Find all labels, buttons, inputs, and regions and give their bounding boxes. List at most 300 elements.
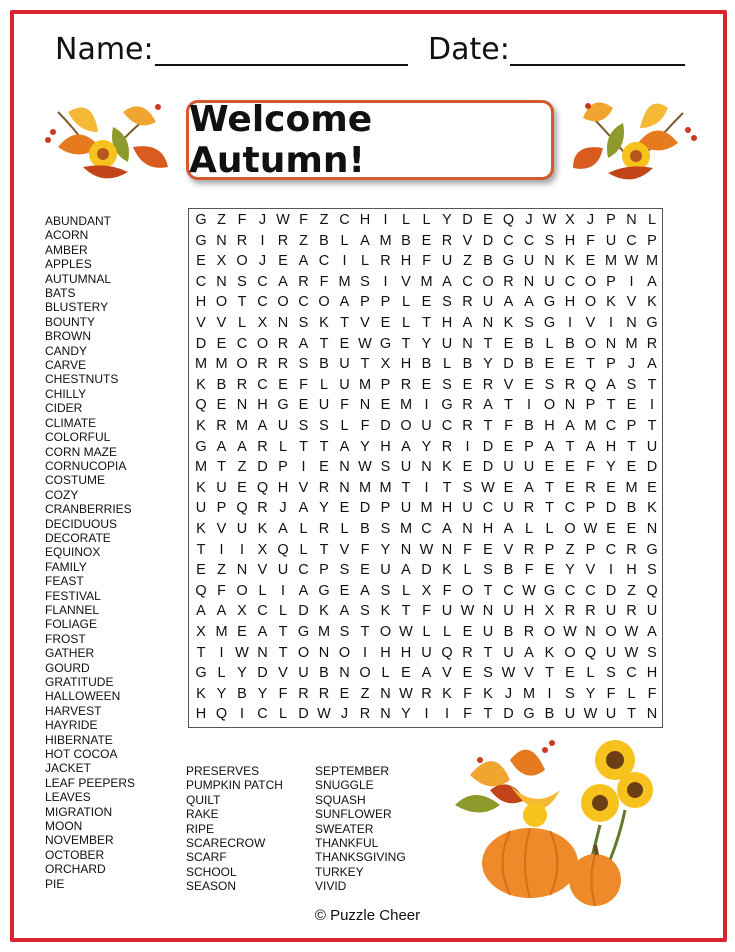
grid-letter[interactable]: R — [585, 479, 596, 496]
grid-letter[interactable]: I — [547, 685, 552, 702]
grid-letter[interactable]: K — [319, 315, 329, 331]
grid-letter[interactable]: T — [442, 479, 452, 496]
grid-letter[interactable]: L — [278, 603, 288, 620]
grid-letter[interactable]: H — [441, 315, 453, 331]
grid-letter[interactable]: Q — [502, 212, 515, 228]
grid-letter[interactable]: Y — [216, 685, 227, 702]
grid-letter[interactable]: E — [298, 397, 309, 414]
grid-letter[interactable]: P — [585, 500, 596, 517]
grid-letter[interactable]: P — [278, 459, 288, 476]
grid-letter[interactable]: T — [196, 541, 206, 558]
grid-letter[interactable]: G — [502, 253, 515, 270]
grid-letter[interactable]: T — [586, 356, 595, 373]
grid-letter[interactable]: T — [319, 541, 329, 558]
grid-letter[interactable]: W — [583, 521, 598, 537]
grid-letter[interactable]: Y — [606, 459, 616, 476]
grid-letter[interactable]: U — [298, 665, 309, 682]
grid-letter[interactable]: A — [298, 582, 309, 599]
grid-letter[interactable]: K — [442, 459, 452, 476]
grid-letter[interactable]: R — [236, 376, 248, 393]
grid-letter[interactable]: Z — [360, 685, 370, 702]
grid-letter[interactable]: M — [379, 479, 392, 496]
grid-letter[interactable]: L — [237, 315, 247, 331]
grid-letter[interactable]: T — [340, 315, 349, 331]
grid-letter[interactable]: U — [503, 644, 514, 661]
grid-letter[interactable]: N — [339, 479, 350, 496]
grid-letter[interactable]: I — [301, 459, 306, 476]
grid-letter[interactable]: R — [585, 603, 596, 620]
grid-letter[interactable]: G — [379, 335, 392, 352]
grid-letter[interactable]: A — [503, 294, 514, 311]
grid-letter[interactable]: D — [421, 562, 432, 579]
grid-letter[interactable]: A — [606, 376, 616, 393]
grid-letter[interactable]: L — [524, 521, 534, 537]
grid-letter[interactable]: Z — [299, 232, 308, 249]
grid-letter[interactable]: W — [419, 541, 434, 558]
grid-letter[interactable]: Q — [256, 479, 269, 496]
grid-letter[interactable]: A — [647, 624, 657, 640]
grid-letter[interactable]: I — [526, 397, 532, 414]
grid-letter[interactable]: U — [503, 603, 514, 620]
grid-letter[interactable]: T — [422, 315, 431, 331]
grid-letter[interactable]: E — [462, 376, 473, 393]
grid-letter[interactable]: F — [340, 397, 349, 414]
grid-letter[interactable]: U — [400, 459, 412, 476]
grid-letter[interactable]: D — [646, 459, 658, 476]
grid-letter[interactable]: R — [421, 685, 432, 702]
grid-letter[interactable]: O — [543, 397, 556, 414]
grid-letter[interactable]: G — [646, 315, 658, 331]
grid-letter[interactable]: K — [503, 315, 514, 331]
grid-letter[interactable]: N — [544, 253, 555, 270]
grid-letter[interactable]: N — [380, 706, 391, 723]
grid-letter[interactable]: R — [318, 521, 330, 537]
grid-letter[interactable]: B — [524, 335, 534, 352]
grid-letter[interactable]: E — [606, 521, 616, 537]
grid-letter[interactable]: E — [483, 212, 493, 228]
date-line[interactable] — [510, 64, 685, 66]
grid-letter[interactable]: W — [624, 253, 639, 270]
grid-letter[interactable]: H — [441, 500, 453, 517]
grid-letter[interactable]: H — [195, 706, 207, 723]
grid-letter[interactable]: P — [360, 294, 370, 311]
grid-letter[interactable]: K — [544, 644, 555, 661]
grid-letter[interactable]: T — [647, 418, 657, 434]
grid-letter[interactable]: V — [442, 665, 452, 682]
grid-letter[interactable]: T — [278, 644, 288, 661]
grid-letter[interactable]: O — [543, 624, 556, 640]
grid-letter[interactable]: E — [483, 541, 493, 558]
grid-letter[interactable]: L — [340, 232, 349, 249]
grid-letter[interactable]: U — [564, 706, 576, 723]
grid-letter[interactable]: A — [360, 582, 370, 599]
grid-letter[interactable]: H — [482, 521, 494, 537]
grid-letter[interactable]: R — [257, 356, 268, 373]
grid-letter[interactable]: H — [605, 438, 617, 455]
grid-letter[interactable]: B — [216, 376, 227, 393]
grid-letter[interactable]: E — [339, 500, 350, 517]
grid-letter[interactable]: M — [194, 459, 208, 476]
grid-letter[interactable]: V — [503, 376, 514, 393]
grid-letter[interactable]: W — [460, 603, 475, 620]
grid-letter[interactable]: A — [647, 356, 657, 373]
grid-letter[interactable]: H — [380, 438, 391, 455]
grid-letter[interactable]: T — [401, 603, 411, 620]
grid-letter[interactable]: M — [399, 397, 413, 414]
grid-letter[interactable]: D — [380, 418, 391, 434]
grid-letter[interactable]: V — [401, 273, 411, 290]
grid-letter[interactable]: T — [606, 397, 616, 414]
grid-letter[interactable]: Q — [646, 582, 658, 599]
grid-letter[interactable]: F — [237, 212, 247, 228]
grid-letter[interactable]: A — [339, 603, 350, 620]
grid-letter[interactable]: F — [299, 376, 308, 393]
grid-letter[interactable]: E — [421, 232, 432, 249]
grid-letter[interactable]: O — [379, 624, 392, 640]
grid-letter[interactable]: P — [585, 541, 596, 558]
grid-letter[interactable]: O — [318, 294, 330, 311]
grid-letter[interactable]: M — [317, 624, 331, 640]
grid-letter[interactable]: A — [237, 438, 247, 455]
grid-letter[interactable]: E — [339, 582, 350, 599]
grid-letter[interactable]: K — [647, 294, 657, 311]
grid-letter[interactable]: C — [605, 418, 617, 434]
grid-letter[interactable]: K — [380, 603, 391, 620]
grid-letter[interactable]: V — [585, 315, 596, 331]
grid-letter[interactable]: E — [196, 253, 206, 270]
grid-letter[interactable]: I — [239, 541, 245, 558]
grid-letter[interactable]: E — [503, 479, 514, 496]
grid-letter[interactable]: C — [564, 582, 576, 599]
grid-letter[interactable]: U — [195, 500, 207, 517]
grid-letter[interactable]: I — [383, 273, 388, 290]
grid-letter[interactable]: G — [318, 582, 330, 599]
grid-letter[interactable]: W — [624, 644, 639, 661]
grid-letter[interactable]: F — [319, 273, 329, 290]
grid-letter[interactable]: Y — [319, 500, 329, 517]
grid-letter[interactable]: H — [277, 479, 289, 496]
grid-letter[interactable]: R — [277, 335, 289, 352]
grid-letter[interactable]: F — [463, 541, 472, 558]
grid-letter[interactable]: E — [462, 459, 473, 476]
grid-letter[interactable]: E — [278, 253, 288, 270]
grid-letter[interactable]: B — [524, 356, 534, 373]
grid-letter[interactable]: B — [237, 685, 247, 702]
grid-letter[interactable]: P — [606, 356, 616, 373]
grid-letter[interactable]: A — [216, 603, 227, 620]
grid-letter[interactable]: N — [318, 644, 330, 661]
grid-letter[interactable]: N — [626, 212, 637, 228]
grid-letter[interactable]: Q — [195, 397, 207, 414]
grid-letter[interactable]: N — [646, 521, 658, 537]
grid-letter[interactable]: Q — [215, 706, 228, 723]
grid-letter[interactable]: F — [217, 582, 226, 599]
grid-letter[interactable]: K — [565, 253, 575, 270]
grid-letter[interactable]: G — [195, 438, 207, 455]
grid-letter[interactable]: J — [258, 253, 267, 270]
grid-letter[interactable]: D — [482, 232, 494, 249]
grid-letter[interactable]: I — [239, 706, 245, 723]
grid-letter[interactable]: L — [545, 335, 554, 352]
grid-letter[interactable]: R — [564, 376, 576, 393]
grid-letter[interactable]: E — [626, 521, 637, 537]
grid-letter[interactable]: U — [236, 521, 248, 537]
grid-letter[interactable]: E — [524, 376, 534, 393]
grid-letter[interactable]: S — [298, 418, 309, 434]
grid-letter[interactable]: E — [565, 459, 575, 476]
grid-letter[interactable]: B — [421, 356, 432, 373]
grid-letter[interactable]: N — [380, 685, 391, 702]
grid-letter[interactable]: G — [297, 624, 310, 640]
grid-letter[interactable]: N — [462, 335, 473, 352]
grid-letter[interactable]: S — [462, 479, 473, 496]
grid-letter[interactable]: E — [237, 479, 247, 496]
grid-letter[interactable]: G — [277, 397, 289, 414]
grid-letter[interactable]: C — [462, 273, 473, 290]
grid-letter[interactable]: A — [524, 644, 534, 661]
grid-letter[interactable]: J — [627, 356, 636, 373]
grid-letter[interactable]: E — [237, 624, 247, 640]
grid-letter[interactable]: K — [196, 685, 206, 702]
grid-letter[interactable]: N — [564, 397, 576, 414]
grid-letter[interactable]: P — [544, 541, 555, 558]
grid-letter[interactable]: A — [298, 253, 309, 270]
grid-letter[interactable]: K — [257, 521, 268, 537]
grid-letter[interactable]: P — [216, 500, 227, 517]
grid-letter[interactable]: O — [236, 253, 248, 270]
grid-letter[interactable]: P — [380, 500, 391, 517]
grid-letter[interactable]: R — [441, 438, 453, 455]
grid-letter[interactable]: P — [524, 438, 534, 455]
grid-letter[interactable]: E — [421, 294, 432, 311]
grid-letter[interactable]: I — [444, 706, 450, 723]
grid-letter[interactable]: L — [360, 253, 370, 270]
grid-letter[interactable]: C — [523, 232, 535, 249]
grid-letter[interactable]: U — [503, 500, 514, 517]
grid-letter[interactable]: Q — [195, 582, 207, 599]
grid-letter[interactable]: E — [544, 356, 555, 373]
grid-letter[interactable]: R — [523, 624, 535, 640]
grid-letter[interactable]: C — [503, 232, 514, 249]
grid-letter[interactable]: E — [565, 479, 575, 496]
grid-letter[interactable]: U — [605, 644, 617, 661]
grid-letter[interactable]: C — [626, 665, 637, 682]
grid-letter[interactable]: L — [442, 624, 452, 640]
grid-letter[interactable]: E — [565, 356, 575, 373]
grid-letter[interactable]: T — [299, 438, 308, 455]
grid-letter[interactable]: R — [523, 500, 535, 517]
grid-letter[interactable]: Y — [483, 356, 493, 373]
grid-letter[interactable]: R — [564, 603, 576, 620]
grid-letter[interactable]: I — [424, 706, 429, 723]
grid-letter[interactable]: R — [277, 356, 289, 373]
grid-letter[interactable]: V — [626, 294, 637, 311]
grid-letter[interactable]: U — [605, 232, 617, 249]
grid-letter[interactable]: H — [400, 253, 412, 270]
grid-letter[interactable]: T — [483, 582, 493, 599]
grid-letter[interactable]: C — [257, 706, 268, 723]
grid-letter[interactable]: U — [605, 603, 617, 620]
grid-letter[interactable]: S — [544, 232, 555, 249]
grid-letter[interactable]: L — [627, 685, 636, 702]
grid-letter[interactable]: L — [299, 541, 308, 558]
grid-letter[interactable]: S — [380, 582, 391, 599]
grid-letter[interactable]: B — [319, 356, 329, 373]
grid-letter[interactable]: C — [482, 500, 494, 517]
grid-letter[interactable]: F — [422, 603, 431, 620]
grid-letter[interactable]: W — [563, 624, 577, 640]
grid-letter[interactable]: H — [195, 294, 207, 311]
grid-letter[interactable]: Y — [360, 438, 370, 455]
grid-letter[interactable]: U — [277, 562, 289, 579]
grid-letter[interactable]: X — [237, 603, 247, 620]
grid-letter[interactable]: M — [604, 253, 618, 270]
grid-letter[interactable]: S — [544, 376, 555, 393]
grid-letter[interactable]: B — [401, 232, 411, 249]
grid-letter[interactable]: V — [503, 541, 514, 558]
grid-letter[interactable]: O — [236, 356, 248, 373]
grid-letter[interactable]: R — [482, 376, 494, 393]
grid-letter[interactable]: S — [442, 376, 452, 393]
grid-letter[interactable]: N — [482, 603, 494, 620]
grid-letter[interactable]: R — [216, 418, 227, 434]
grid-letter[interactable]: A — [360, 232, 370, 249]
grid-letter[interactable]: U — [646, 603, 658, 620]
grid-letter[interactable]: T — [483, 335, 493, 352]
grid-letter[interactable]: N — [421, 459, 432, 476]
grid-letter[interactable]: C — [585, 582, 596, 599]
grid-letter[interactable]: F — [299, 212, 308, 228]
grid-letter[interactable]: B — [565, 335, 575, 352]
grid-letter[interactable]: O — [256, 335, 269, 352]
grid-letter[interactable]: G — [195, 665, 207, 682]
grid-letter[interactable]: A — [524, 294, 534, 311]
grid-letter[interactable]: X — [257, 541, 268, 558]
grid-letter[interactable]: A — [647, 273, 657, 290]
grid-letter[interactable]: Y — [421, 335, 432, 352]
grid-letter[interactable]: S — [442, 294, 452, 311]
grid-letter[interactable]: F — [647, 685, 657, 702]
grid-letter[interactable]: J — [504, 685, 513, 702]
grid-letter[interactable]: T — [504, 397, 513, 414]
grid-letter[interactable]: L — [381, 665, 390, 682]
grid-letter[interactable]: C — [564, 500, 576, 517]
grid-letter[interactable]: N — [339, 665, 350, 682]
grid-letter[interactable]: O — [297, 644, 310, 661]
grid-letter[interactable]: Z — [237, 459, 247, 476]
grid-letter[interactable]: U — [462, 500, 473, 517]
grid-letter[interactable]: E — [216, 335, 227, 352]
grid-letter[interactable]: F — [586, 459, 595, 476]
grid-letter[interactable]: E — [421, 376, 432, 393]
grid-letter[interactable]: U — [482, 294, 494, 311]
grid-letter[interactable]: G — [441, 397, 453, 414]
grid-letter[interactable]: O — [482, 273, 494, 290]
grid-letter[interactable]: N — [339, 459, 350, 476]
grid-letter[interactable]: E — [339, 335, 350, 352]
grid-letter[interactable]: S — [483, 665, 493, 682]
grid-letter[interactable]: N — [216, 232, 227, 249]
grid-letter[interactable]: L — [442, 356, 452, 373]
grid-letter[interactable]: T — [278, 624, 288, 640]
grid-letter[interactable]: W — [501, 665, 516, 682]
grid-letter[interactable]: K — [442, 562, 452, 579]
grid-letter[interactable]: G — [543, 294, 556, 311]
grid-letter[interactable]: M — [625, 479, 638, 496]
grid-letter[interactable]: C — [257, 603, 268, 620]
grid-letter[interactable]: R — [257, 438, 268, 455]
grid-letter[interactable]: E — [216, 397, 227, 414]
grid-letter[interactable]: P — [647, 232, 657, 249]
grid-letter[interactable]: K — [196, 521, 206, 537]
grid-letter[interactable]: B — [503, 562, 514, 579]
grid-letter[interactable]: F — [360, 541, 370, 558]
grid-letter[interactable]: D — [605, 582, 617, 599]
grid-letter[interactable]: S — [319, 418, 329, 434]
grid-letter[interactable]: R — [462, 294, 473, 311]
grid-letter[interactable]: T — [237, 294, 247, 311]
grid-letter[interactable]: M — [645, 253, 659, 270]
grid-letter[interactable]: B — [524, 418, 534, 434]
grid-letter[interactable]: E — [544, 459, 555, 476]
grid-letter[interactable]: U — [605, 706, 617, 723]
grid-letter[interactable]: K — [647, 500, 657, 517]
grid-letter[interactable]: B — [503, 624, 514, 640]
grid-letter[interactable]: A — [483, 397, 493, 414]
grid-letter[interactable]: R — [380, 253, 391, 270]
grid-letter[interactable]: L — [545, 521, 554, 537]
grid-letter[interactable]: M — [584, 418, 597, 434]
grid-letter[interactable]: L — [299, 521, 308, 537]
grid-letter[interactable]: W — [481, 479, 495, 496]
grid-letter[interactable]: W — [276, 212, 290, 228]
grid-letter[interactable]: U — [646, 438, 658, 455]
grid-letter[interactable]: S — [380, 521, 391, 537]
grid-letter[interactable]: K — [319, 603, 329, 620]
grid-letter[interactable]: G — [195, 232, 207, 249]
grid-letter[interactable]: H — [359, 212, 371, 228]
grid-letter[interactable]: Q — [236, 500, 248, 517]
grid-letter[interactable]: N — [626, 315, 637, 331]
grid-letter[interactable]: M — [194, 356, 208, 373]
grid-letter[interactable]: L — [422, 624, 431, 640]
grid-letter[interactable]: S — [647, 562, 657, 579]
grid-letter[interactable]: N — [359, 397, 371, 414]
grid-letter[interactable]: B — [483, 253, 493, 270]
grid-letter[interactable]: U — [544, 273, 555, 290]
grid-letter[interactable]: J — [525, 212, 533, 228]
grid-letter[interactable]: V — [278, 665, 288, 682]
grid-letter[interactable]: S — [360, 273, 370, 290]
grid-letter[interactable]: V — [257, 562, 268, 579]
grid-letter[interactable]: W — [542, 212, 557, 228]
grid-letter[interactable]: L — [319, 376, 329, 393]
grid-letter[interactable]: W — [583, 706, 598, 723]
grid-letter[interactable]: W — [522, 582, 536, 599]
grid-letter[interactable]: G — [646, 541, 658, 558]
grid-letter[interactable]: U — [216, 479, 227, 496]
grid-letter[interactable]: P — [380, 294, 391, 311]
grid-letter[interactable]: O — [338, 644, 351, 661]
grid-letter[interactable]: T — [483, 644, 493, 661]
grid-letter[interactable]: I — [260, 232, 265, 249]
grid-letter[interactable]: H — [626, 562, 637, 579]
grid-letter[interactable]: I — [219, 541, 224, 558]
grid-letter[interactable]: I — [424, 479, 429, 496]
grid-letter[interactable]: Y — [585, 685, 596, 702]
grid-letter[interactable]: H — [564, 294, 576, 311]
grid-letter[interactable]: B — [319, 665, 329, 682]
